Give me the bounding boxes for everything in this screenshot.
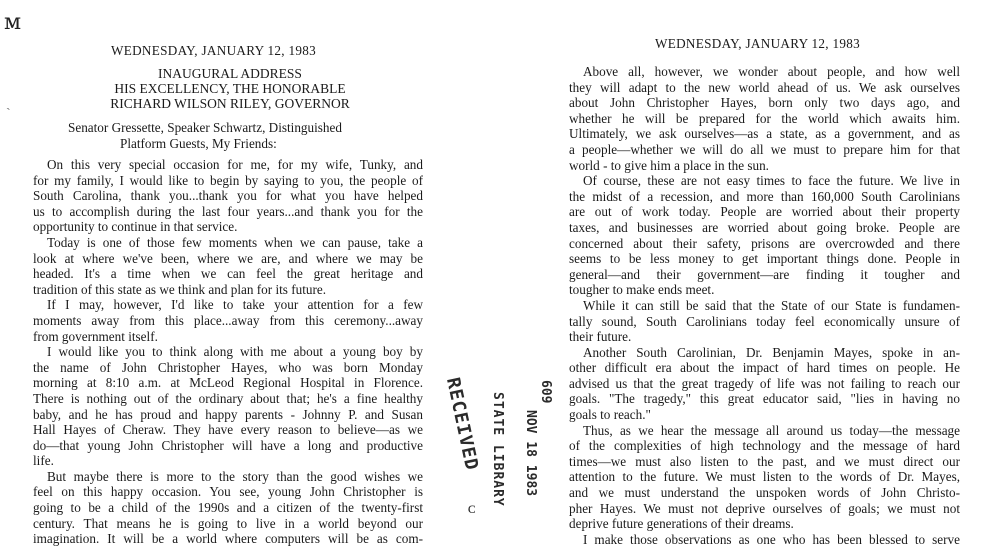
body-line: There is nothing out of the ordinary about that; he's a fine healthy (33, 390, 423, 406)
body-line: about John Christopher Hayes, born only two days ago, and (569, 95, 960, 111)
body-line: century. That means he is going to live in a world beyond our (33, 515, 423, 531)
corner-handwritten-mark: ᴍ (4, 10, 22, 35)
body-line: While it can still be said that the State of our State is fundamen- (583, 297, 960, 313)
salutation (68, 120, 342, 152)
body-line: pher Hayes. We must not deprive ourselves of goals; we must not (569, 500, 960, 516)
body-line: other difficult era about the impact of hard times on people. He (569, 360, 960, 376)
title-line: HIS EXCELLENCY, THE HONORABLE (114, 81, 346, 96)
body-line: their future. (569, 329, 632, 345)
stamp-number-text: 609 (538, 380, 553, 404)
body-line: of the complexities of high technology and the message of hard (569, 438, 960, 454)
body-line: If I may, however, I'd like to take your attention for a few (47, 297, 423, 313)
left-column-body (33, 157, 423, 547)
body-line: a people—whether we will do all we must to prepare him for that (569, 141, 960, 157)
body-line: tally sound, South Carolinians today feel economically unsure of (569, 313, 960, 329)
salutation-line: Platform Guests, My Friends: (120, 136, 277, 151)
title-line: RICHARD WILSON RILEY, GOVERNOR (110, 96, 350, 111)
body-line: baby, and he has proud and happy parents - Johnny P. and Susan (33, 406, 423, 422)
body-line: concerned about their safety, prisons are overcrowded and there (569, 235, 960, 251)
body-line: do—that young John Christopher will have a long and productive (33, 437, 423, 453)
body-line: I make those observations as one who has been blessed to serve (583, 531, 960, 547)
stamp-date-text: NOV 18 1983 (523, 410, 538, 497)
salutation-line: Senator Gressette, Speaker Schwartz, Distinguished (68, 120, 342, 135)
stamp-received-text: RECEIVED (442, 375, 483, 473)
body-line: taxes, and businesses are worried about going broke. People are (569, 219, 960, 235)
body-line: the name of John Christopher Hayes, who was born Monday (33, 359, 423, 375)
body-line: general—and their government—are finding it tougher and (569, 266, 960, 282)
body-line: I would like you to think along with me about a young boy by (47, 344, 423, 360)
body-line: times—we must also listen to the past, and we must direct our (569, 453, 960, 469)
body-line: South Carolina, thank you...thank you for what you have helped (33, 188, 423, 204)
body-line: look at where we've been, where we are, and where we may be (33, 250, 423, 266)
address-title-block (100, 66, 360, 111)
body-line: and we must understand the unspoken words of John Christo- (569, 485, 960, 501)
body-line: Ultimately, we ask ourselves—as a state, as a government, and as (569, 126, 960, 142)
body-line: Another South Carolinian, Dr. Benjamin Mayes, spoke in an- (583, 344, 960, 360)
title-line: INAUGURAL ADDRESS (158, 66, 302, 81)
body-line: imagination. It will be a world where computers will be as com- (33, 531, 423, 547)
right-page-date: WEDNESDAY, JANUARY 12, 1983 (655, 36, 861, 51)
body-line: are out of work today. People are worried about their property (569, 204, 960, 220)
body-line: headed. It's a time when we can feel the great heritage and (33, 266, 423, 282)
body-line: moments away from this place...away from this ceremony...away (33, 312, 423, 328)
body-line: goals. "The tragedy," this great educator said, "lies in having no (569, 391, 960, 407)
body-line: opportunity to continue in that service. (33, 219, 238, 235)
body-line: Above all, however, we wonder about people, and how well (583, 64, 960, 79)
stamp-state-library-text: STATE LIBRARY (490, 392, 505, 507)
body-line: morning at 8:10 a.m. at McLeod Regional Hospital in Florence. (33, 375, 423, 391)
body-line: feel on this happy occasion. You see, young John Christopher is (33, 484, 423, 500)
body-line: Of course, these are not easy times to face the future. We live in (583, 173, 960, 189)
stamp-mark: ᴄ (468, 500, 476, 517)
body-line: whether he will be prepared for the world which awaits him. (569, 110, 960, 126)
body-line: for my family, I would like to begin by saying to you, the people of (33, 172, 423, 188)
body-line: advised us that the great tragedy of life was not failing to reach our (569, 375, 960, 391)
body-line: life. (33, 453, 54, 469)
body-line: attention to the future. We must listen to the words of Dr. Mayes, (569, 469, 960, 485)
body-line: tougher to make ends meet. (569, 282, 715, 298)
body-line: deprive future generations of their dreams. (569, 516, 794, 532)
body-line: tradition of this state as we think and plan for its future. (33, 281, 326, 297)
body-line: goals to reach." (569, 407, 651, 423)
library-received-stamp (438, 375, 553, 550)
right-column-body (569, 64, 960, 547)
body-line: On this very special occasion for me, for my wife, Tunky, and (47, 157, 423, 172)
body-line: Thus, as we hear the message all around us today—the message (583, 422, 960, 438)
body-line: Hall Hayes of Cheraw. They have every reason to believe—as we (33, 422, 423, 438)
body-line: world - to give him a place in the sun. (569, 157, 769, 173)
body-line: us to accomplish during the last four years...and thank you for the (33, 203, 423, 219)
body-line: going to be a child of the 1990s and a citizen of the twenty-first (33, 500, 423, 516)
body-line: But maybe there is more to the story than the good wishes we (47, 468, 423, 484)
margin-tick-mark: ˏ (6, 96, 11, 111)
body-line: the midst of a recession, and more than 160,000 South Carolinians (569, 188, 960, 204)
body-line: seems to be less money to get important things done. People in (569, 251, 960, 267)
left-page-date: WEDNESDAY, JANUARY 12, 1983 (111, 43, 317, 58)
body-line: from government itself. (33, 328, 158, 344)
body-line: they will adapt to the new world ahead of us. We ask ourselves (569, 79, 960, 95)
body-line: Today is one of those few moments when we can pause, take a (47, 234, 423, 250)
